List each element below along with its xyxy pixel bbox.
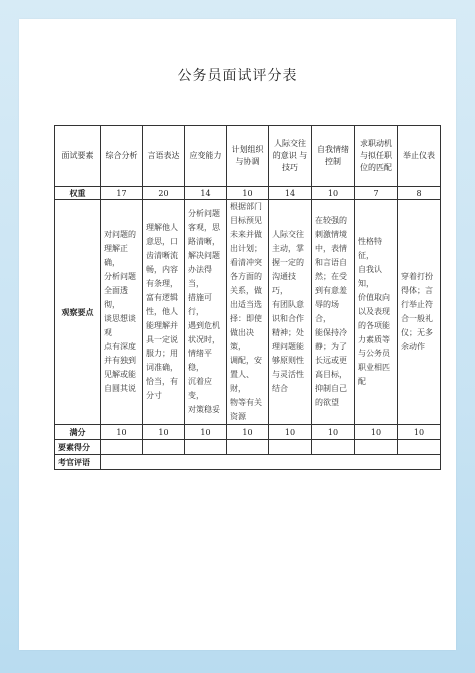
weight-value: 14: [269, 187, 312, 200]
full-score-value: 10: [312, 425, 355, 440]
header-planning-coordination: 计划组织 与协调: [227, 126, 269, 187]
examiner-comment-label: 考官评语: [55, 455, 101, 470]
observation-cell: [143, 200, 185, 425]
weight-value: 8: [398, 187, 441, 200]
weight-value: 7: [355, 187, 398, 200]
observation-cell: [355, 200, 398, 425]
weight-value: 20: [143, 187, 185, 200]
element-score-cell[interactable]: [355, 440, 398, 455]
examiner-comment-row: [55, 455, 441, 470]
observation-cell: [101, 200, 143, 425]
weight-value: 14: [185, 187, 227, 200]
observation-text: 在较强的 刺激情境 中，表情 和言语自 然；在受 到有意羞 辱的场合， 能保持冷 静；为了 长远或更 高目标， 抑制自己 的欲望: [315, 216, 347, 407]
header-interpersonal: 人际交往 的意识 与 技巧: [269, 126, 312, 187]
element-score-cell[interactable]: [312, 440, 355, 455]
element-score-cell[interactable]: [398, 440, 441, 455]
full-score-value: 10: [269, 425, 312, 440]
full-score-value: 10: [398, 425, 441, 440]
header-verbal-expression: 言语表达: [143, 126, 185, 187]
header-appearance: 举止仪表: [398, 126, 441, 187]
full-score-value: 10: [101, 425, 143, 440]
observation-label: 观察要点: [55, 200, 101, 425]
element-score-row: [55, 440, 441, 455]
observation-cell: [269, 200, 312, 425]
element-score-cell[interactable]: [269, 440, 312, 455]
observation-row: [55, 200, 441, 425]
weight-row: [55, 187, 441, 200]
full-score-label: 满分: [55, 425, 101, 440]
weight-label: 权重: [55, 187, 101, 200]
header-element: 面试要素: [55, 126, 101, 187]
weight-value: 17: [101, 187, 143, 200]
observation-text: 理解他人 意思，口 齿清晰流 畅，内容 有条理， 富有逻辑 性，他人 能理解并 具一定说 服力；用 词准确， 恰当，有 分寸: [146, 223, 178, 400]
full-score-value: 10: [355, 425, 398, 440]
element-score-cell[interactable]: [227, 440, 269, 455]
weight-value: 10: [312, 187, 355, 200]
weight-value: 10: [227, 187, 269, 200]
header-motivation-match: 求职动机 与拟任职 位的匹配: [355, 126, 398, 187]
header-row: [55, 126, 441, 187]
element-score-cell[interactable]: [185, 440, 227, 455]
element-score-cell[interactable]: [101, 440, 143, 455]
score-table: [54, 125, 441, 470]
full-score-row: [55, 425, 441, 440]
observation-text: 根据部门 目标预见 未来并做 出计划； 看清冲突 各方面的 关系，做 出适当选 择：即使 做出决策， 调配，安 置人、财， 物等有关 资源: [230, 202, 262, 421]
observation-cell: [227, 200, 269, 425]
score-sheet-paper: [19, 19, 456, 650]
observation-text: 穿着打扮 得体；言 行举止符 合一般礼 仪；无多 余动作: [401, 272, 433, 351]
observation-text: 对问题的 理解正确， 分析问题 全面透彻， 谈思想谈观 点有深度 并有独到 见解或能 自圆其说: [104, 230, 136, 393]
full-score-value: 10: [143, 425, 185, 440]
observation-text: 性格特征， 自我认知， 价值取向 以及表现 的各项能 力素质等 与公务员 职业相匹 配: [358, 237, 390, 386]
observation-text: 分析问题 客观，思 路清晰， 解决问题 办法得当， 措施可行， 遇到危机 状况时， 情绪平稳， 沉着应变， 对策稳妥: [188, 209, 220, 414]
full-score-value: 10: [185, 425, 227, 440]
header-comprehensive-analysis: 综合分析: [101, 126, 143, 187]
observation-text: 人际交往 主动，掌 握一定的 沟通技巧， 有团队意 识和合作 精神；处 理问题能 够原则性 与灵活性 结合: [272, 230, 304, 393]
examiner-comment-cell[interactable]: [101, 455, 441, 470]
observation-cell: [185, 200, 227, 425]
observation-cell: [312, 200, 355, 425]
header-adaptability: 应变能力: [185, 126, 227, 187]
header-emotion-control: 自我情绪 控制: [312, 126, 355, 187]
element-score-label: 要素得分: [55, 440, 101, 455]
page-title: 公务员面试评分表: [177, 68, 298, 84]
observation-cell: [398, 200, 441, 425]
full-score-value: 10: [227, 425, 269, 440]
element-score-cell[interactable]: [143, 440, 185, 455]
